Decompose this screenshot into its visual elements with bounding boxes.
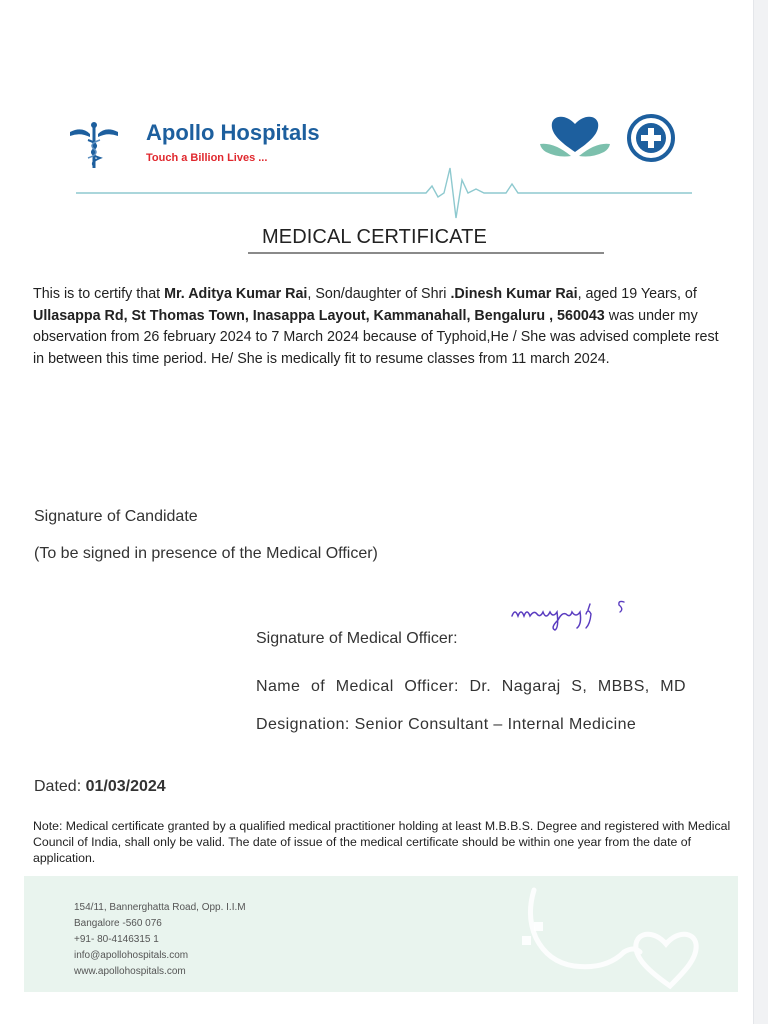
dated-value: 01/03/2024 [85,778,166,795]
officer-handwritten-signature [506,590,636,634]
body-age: , aged 19 Years, of [577,286,697,302]
heart-hands-icon [538,112,612,162]
candidate-signature-label: Signature of Candidate [34,508,198,525]
certificate-body [33,284,733,370]
footer-address-line-2: Bangalore -560 076 [74,918,162,929]
body-relation: , Son/daughter of Shri [307,286,451,302]
body-intro: This is to certify that [33,286,165,302]
medical-cross-icon [626,113,676,163]
certificate-title: MEDICAL CERTIFICATE [262,226,487,248]
brand-name: Apollo Hospitals [146,120,320,145]
parent-name: .Dinesh Kumar Rai [450,286,578,302]
brand-tagline: Touch a Billion Lives ... [146,152,268,164]
patient-address: Ullasappa Rd, St Thomas Town, Inasappa Layout, Kammanahall, Bengaluru , 560043 [33,307,605,324]
title-divider [248,252,604,254]
footer-phone: +91- 80-4146315 1 [74,934,159,945]
officer-signature-label: Signature of Medical Officer: [256,630,458,647]
dated-label: Dated: [34,778,86,795]
ecg-heartbeat-icon [76,160,692,220]
footer-contact [74,900,246,980]
footer-email: info@apollohospitals.com [74,950,189,961]
patient-name: Mr. Aditya Kumar Rai [164,286,308,302]
officer-details: Name of Medical Officer: Dr. Nagaraj S, MBBS, MD Designation: Senior Consultant – Internal Medicine [256,678,686,733]
footer-website: www.apollohospitals.com [74,966,186,977]
stethoscope-heart-icon [474,886,714,990]
certificate-footnote: Note: Medical certificate granted by a qualified medical practitioner holding at least M.B.B.S. Degree and registered with Medical Council of India, shall only be valid. The date of issue of the medical certificate should be within one year from the date of application. [33,819,731,865]
dated-line [34,778,166,796]
footer [24,876,738,992]
body-observation: was under my observation from 26 february 2024 to 7 March 2024 because of Typhoid,He / She was advised complete rest in between this time period. He/ She is medically fit to resume classes from 11 march 2024. [33,307,719,367]
candidate-signature-note: (To be signed in presence of the Medical Officer) [34,545,378,562]
page-edge [753,0,768,1024]
footer-address-line-1: 154/11, Bannerghatta Road, Opp. I.I.M [74,902,246,913]
